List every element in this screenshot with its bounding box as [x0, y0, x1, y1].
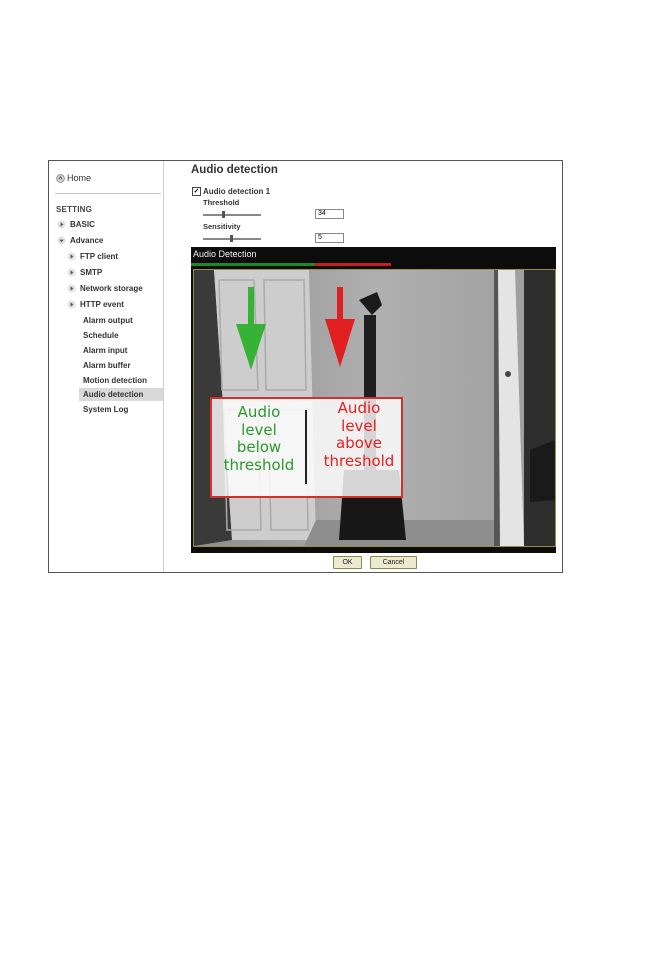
video-panel	[191, 247, 556, 553]
sidebar-item-label: SMTP	[80, 268, 103, 277]
home-icon	[56, 174, 65, 183]
sidebar	[49, 161, 164, 572]
sidebar-item-schedule[interactable]: Schedule	[83, 331, 119, 340]
threshold-field[interactable]	[315, 209, 344, 219]
settings-window	[48, 160, 563, 573]
audio-detection-1-checkbox[interactable]: ✓	[193, 188, 200, 195]
sidebar-item-smtp[interactable]	[67, 266, 102, 279]
sidebar-item-http-event[interactable]	[67, 298, 124, 311]
collapse-arrow-icon	[57, 236, 66, 245]
sidebar-item-alarm-output[interactable]: Alarm output	[83, 316, 133, 325]
sensitivity-field[interactable]	[315, 233, 344, 243]
cancel-button[interactable]: Cancel	[370, 556, 417, 569]
sidebar-item-audio-detection[interactable]: Audio detection	[79, 388, 163, 401]
sensitivity-slider-handle[interactable]	[230, 235, 233, 242]
threshold-label: Threshold	[203, 198, 240, 207]
sidebar-item-ftp-client[interactable]	[67, 250, 118, 263]
home-link[interactable]	[56, 173, 91, 183]
sidebar-item-motion-detection[interactable]: Motion detection	[83, 376, 147, 385]
checkbox-label: Audio detection 1	[203, 187, 271, 196]
sensitivity-label: Sensitivity	[203, 222, 241, 231]
sidebar-item-alarm-buffer[interactable]: Alarm buffer	[83, 361, 131, 370]
audio-level-bar-below	[191, 263, 315, 266]
home-label: Home	[67, 173, 92, 183]
sidebar-item-label: Network storage	[80, 284, 143, 293]
expand-arrow-icon	[57, 220, 66, 229]
sidebar-item-label: Advance	[70, 236, 104, 245]
sensitivity-slider[interactable]	[203, 238, 261, 240]
sidebar-item-system-log[interactable]: System Log	[83, 405, 129, 414]
sidebar-item-advance[interactable]	[57, 234, 103, 247]
setting-heading: SETTING	[56, 205, 93, 214]
expand-arrow-icon	[67, 252, 76, 261]
annotation-divider	[305, 410, 307, 484]
ok-button[interactable]: OK	[333, 556, 362, 569]
video-title: Audio Detection	[193, 249, 257, 259]
threshold-slider-handle[interactable]	[222, 211, 225, 218]
sidebar-item-network-storage[interactable]	[67, 282, 143, 295]
expand-arrow-icon	[67, 268, 76, 277]
sidebar-item-label: BASIC	[70, 220, 95, 229]
sidebar-item-label: FTP client	[80, 252, 119, 261]
audio-detection-1-row	[192, 187, 270, 196]
below-threshold-annotation: Audio level below threshold	[223, 403, 295, 474]
expand-arrow-icon	[67, 300, 76, 309]
expand-arrow-icon	[67, 284, 76, 293]
sidebar-item-basic[interactable]	[57, 218, 95, 231]
divider	[55, 193, 161, 194]
main-panel	[173, 161, 562, 572]
above-threshold-annotation: Audio level above threshold	[323, 399, 395, 470]
sidebar-item-label: HTTP event	[80, 300, 124, 309]
page-title: Audio detection	[191, 164, 278, 176]
threshold-slider[interactable]	[203, 214, 261, 216]
sidebar-item-alarm-input[interactable]: Alarm input	[83, 346, 128, 355]
camera-image	[193, 269, 556, 547]
audio-level-bar-above	[315, 263, 391, 266]
annotation-box	[210, 397, 403, 498]
